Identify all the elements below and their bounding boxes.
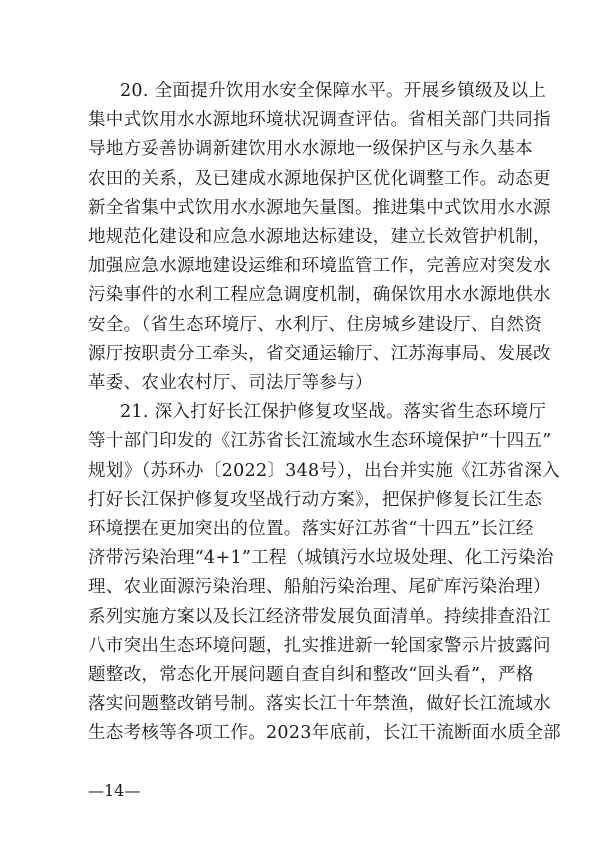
text-line: 落实问题整改销号制。落实长江十年禁渔，做好长江流域水	[88, 694, 551, 714]
text-line: 农田的关系，及已建成水源地保护区优化调整工作。动态更	[88, 169, 551, 189]
text-line: 污染事件的水利工程应急调度机制，确保饮用水水源地供水	[88, 285, 551, 305]
text-line: 题整改，常态化开展问题自查自纠和整改“回头看”，严格	[88, 665, 534, 685]
text-line: 等十部门印发的《江苏省长江流域水生态环境保护“十四五”	[88, 431, 552, 451]
paragraph-20-heading: 20. 全面提升饮用水安全保障水平。开展乡镇级及以上	[120, 81, 547, 101]
text-line: 革委、农业农村厅、司法厅等参与）	[88, 373, 373, 393]
text-line: 理、农业面源污染治理、船舶污染治理、尾矿库污染治理）	[88, 577, 551, 597]
text-line: 集中式饮用水水源地环境状况调查评估。省相关部门共同指	[88, 110, 551, 130]
text-line: 系列实施方案以及长江经济带发展负面清单。持续排查沿江	[88, 607, 551, 627]
text-line: 济带污染治理“4+1”工程（城镇污水垃圾处理、化工污染治	[88, 548, 554, 568]
text-line: 打好长江保护修复攻坚战行动方案》，把保护修复长江生态	[88, 490, 543, 510]
page-number: —14—	[88, 781, 141, 800]
text-line: 环境摆在更加突出的位置。落实好江苏省“十四五”长江经	[88, 519, 534, 539]
text-line: 地规范化建设和应急水源地达标建设，建立长效管护机制，	[88, 227, 551, 247]
text-line: 加强应急水源地建设运维和环境监管工作，完善应对突发水	[88, 256, 551, 276]
text-line: 八市突出生态环境问题，扎实推进新一轮国家警示片披露问	[88, 636, 551, 656]
text-line: 规划》（苏环办〔2022〕348号），出台并实施《江苏省深入	[88, 461, 560, 481]
text-line: 新全省集中式饮用水水源地矢量图。推进集中式饮用水水源	[88, 198, 551, 218]
paragraph-21-heading: 21. 深入打好长江保护修复攻坚战。落实省生态环境厅	[120, 402, 547, 422]
text-line: 安全。（省生态环境厅、水利厅、住房城乡建设厅、自然资	[88, 315, 543, 335]
text-line: 导地方妥善协调新建饮用水水源地一级保护区与永久基本	[88, 139, 533, 159]
text-line: 源厅按职责分工牵头，省交通运输厅、江苏海事局、发展改	[88, 344, 551, 364]
text-line: 生态考核等各项工作。2023年底前，长江干流断面水质全部	[88, 723, 561, 743]
